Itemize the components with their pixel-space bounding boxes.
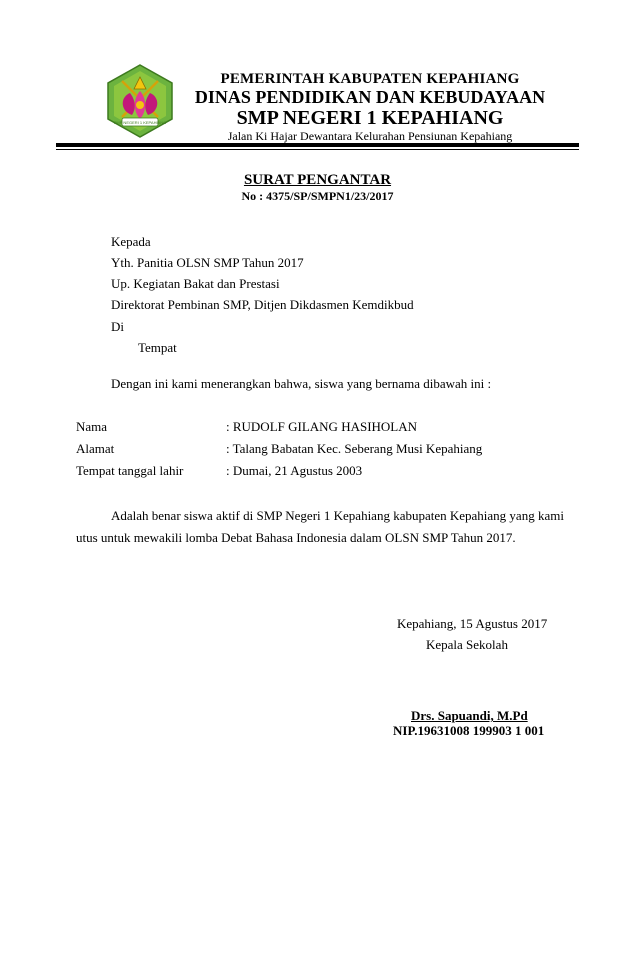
recipient-up: Up. Kegiatan Bakat dan Prestasi xyxy=(111,276,280,291)
body-line-1: Adalah benar siswa aktif di SMP Negeri 1 Kepahiang kabupaten Kepahiang yang kami xyxy=(111,508,564,523)
student-label-birth: Tempat tanggal lahir xyxy=(76,463,184,478)
student-value-name: : RUDOLF GILANG HASIHOLAN xyxy=(226,419,418,434)
student-label-address: Alamat xyxy=(76,441,115,456)
department-name: DINAS PENDIDIKAN DAN KEBUDAYAAN xyxy=(194,87,546,107)
letter-title: SURAT PENGANTAR xyxy=(243,172,392,188)
header-divider-thick xyxy=(56,143,579,147)
recipient-direktorat: Direktorat Pembinan SMP, Ditjen Dikdasmen Kemdikbud xyxy=(111,297,414,312)
signature-place-date: Kepahiang, 15 Agustus 2017 xyxy=(397,616,548,631)
header-divider-thin xyxy=(56,149,579,150)
student-value-birth: : Dumai, 21 Agustus 2003 xyxy=(226,463,363,478)
recipient-di: Di xyxy=(111,319,124,334)
school-name: SMP NEGERI 1 KEPAHIANG xyxy=(236,107,504,129)
svg-text:SMP NEGERI 1 KEPAHIANG: SMP NEGERI 1 KEPAHIANG xyxy=(113,120,167,125)
student-label-name: Nama xyxy=(76,419,108,434)
signature-position: Kepala Sekolah xyxy=(426,637,508,652)
letter-number: No : 4375/SP/SMPN1/23/2017 xyxy=(241,189,394,203)
government-name: PEMERINTAH KABUPATEN KEPAHIANG xyxy=(220,71,520,87)
student-value-address: : Talang Babatan Kec. Seberang Musi Kepahiang xyxy=(226,441,483,456)
school-address: Jalan Ki Hajar Dewantara Kelurahan Pensiunan Kepahiang xyxy=(227,129,513,143)
recipient-tempat: Tempat xyxy=(138,340,177,355)
recipient-yth: Yth. Panitia OLSN SMP Tahun 2017 xyxy=(111,255,304,270)
body-line-2: utus untuk mewakili lomba Debat Bahasa Indonesia dalam OLSN SMP Tahun 2017. xyxy=(76,530,516,545)
signature-name: Drs. Sapuandi, M.Pd xyxy=(411,708,528,723)
signature-nip: NIP.19631008 199903 1 001 xyxy=(393,723,545,738)
intro-text: Dengan ini kami menerangkan bahwa, siswa yang bernama dibawah ini : xyxy=(111,376,492,391)
recipient-kepada: Kepada xyxy=(111,234,151,249)
school-logo xyxy=(106,63,174,139)
